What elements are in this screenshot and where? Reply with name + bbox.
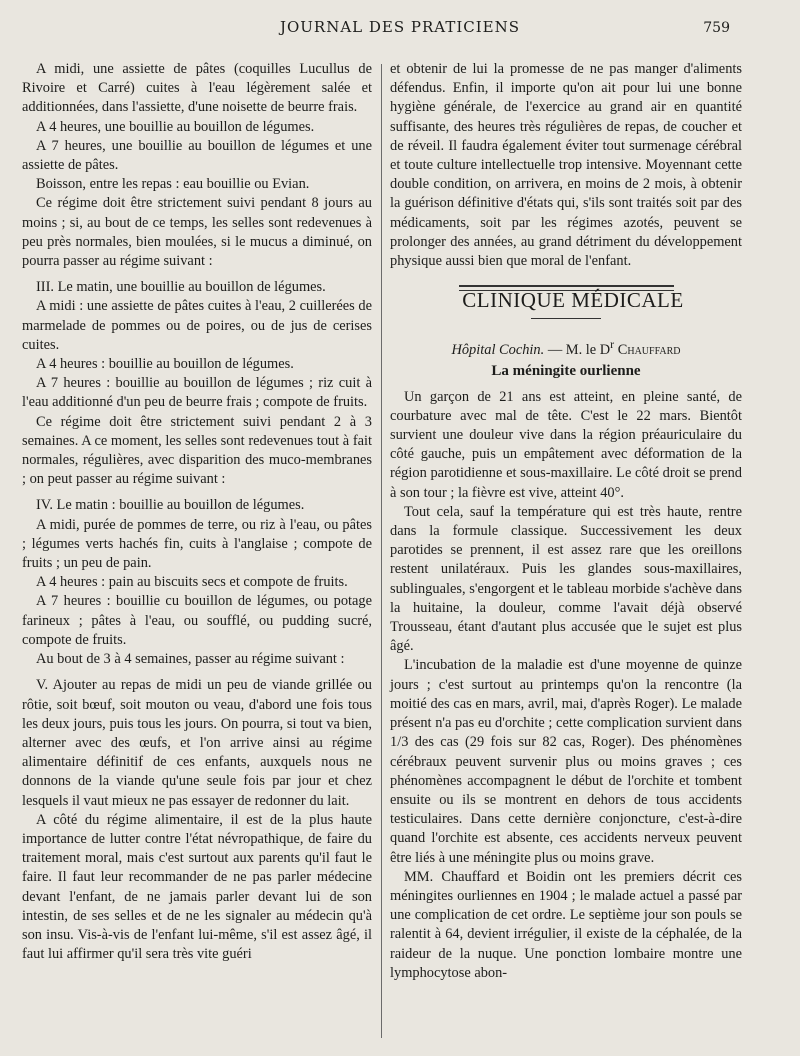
paragraph: L'incubation de la maladie est d'une moyenne de quinze jours ; c'est surtout au printemps qu'on la rencontre (la moitié des cas en mars, avril, mai, d'après Roger). Le malade présent n'a pas eu d'orchite ; cette complication survient dans 1/3 des cas (29 fois sur 82 cas, Roger). Des phénomènes cérébraux peuvent survenir plus ou moins graves ; ces phénomènes accompagnent le début de l'orchite et tombent ensuite ou ils se montrent en dehors de tous accidents testiculaires. Dans cette dernière conjoncture, c'est-à-dire quand l'orchite est absente, ces accidents nerveux peuvent être liés à une méningite plus ou moins grave. <box>390 657 742 866</box>
paragraph: A 7 heures, une bouillie au bouillon de légumes et une assiette de pâtes. <box>22 137 372 174</box>
paragraph: A midi : une assiette de pâtes cuites à l'eau, 2 cuillerées de marmelade de pommes ou de poires, ou de jus de cerises cuites. <box>22 298 372 353</box>
regimen-heading-v: V. Ajouter au repas de midi un peu de viande grillée ou rôtie, soit bœuf, soit mouton ou veau, d'abord une fois tous les deux jours, puis tous les jours. On pourra, si tout va bien, alterner avec des œufs, et l'on arrive ainsi au régime alimentaire définitif de ces enfants, auxquels nous ne donnons de la viande qu'une seule fois par jour et chez lesquels il vaut mieux ne pas essayer de redonner du lait. <box>22 677 372 809</box>
paragraph: A 4 heures : bouillie au bouillon de légumes. <box>36 356 294 373</box>
byline-name: Chauffard <box>614 342 681 359</box>
byline-place: Hôpital Cochin. <box>451 342 545 359</box>
column-divider <box>381 64 382 1038</box>
section-underrule <box>531 318 601 319</box>
paragraph: A midi, une assiette de pâtes (coquilles Lucullus de Rivoire et Carré) cuites à l'eau légèrement salée et additionnées, dans l'assiette, d'une noisette de beurre frais. <box>22 61 372 116</box>
byline-separator: — M. le D <box>544 342 611 359</box>
paragraph: A 4 heures : pain au biscuits secs et compote de fruits. <box>36 574 348 591</box>
byline-sup: r <box>610 337 615 352</box>
running-title: JOURNAL DES PRATICIENS <box>279 18 521 36</box>
paragraph: Ce régime doit être strictement suivi pendant 8 jours au moins ; si, au bout de ce temps, les selles sont redevenues à peu près normales, bien moulées, si le mucus a diminué, on pourra passer au régime suivant : <box>22 195 372 270</box>
article-byline <box>390 335 742 360</box>
regimen-heading-iv: IV. Le matin : bouillie au bouillon de légumes. <box>36 497 305 514</box>
article-title: La méningite ourlienne <box>491 363 641 380</box>
regimen-heading-iii: III. Le matin, une bouillie au bouillon de légumes. <box>36 279 326 296</box>
continuation-paragraph: et obtenir de lui la promesse de ne pas manger d'aliments défendus. Enfin, il importe qu'on ait pour lui une bonne hygiène générale, de l'exercice au grand air en quantité suffisante, des heures très régulières de repas, de coucher et de réveil. Il faudra également éviter tout surmenage cérébral et toute culture intellectuelle trop intensive. Moyennant cette double condition, on arrivera, en moins de 2 mois, à obtenir la guérison définitive d'états qui, s'ils sont traités soit par des médicaments, soit par les régimes azotés, peuvent se prolonger des années, au grand détriment du développement physique aussi bien que moral de l'enfant. <box>390 61 742 270</box>
right-column <box>390 60 742 1036</box>
paragraph: MM. Chauffard et Boidin ont les premiers décrit ces méningites ourliennes en 1904 ; le malade actuel a passé par une complication de cet ordre. Le septième jour son pouls se ralentit à 64, devient irrégulier, il existe de la céphalée, de la raideur de la nuque. Une ponction lombaire montre une lymphocytose abon- <box>390 868 742 981</box>
paragraph: Au bout de 3 à 4 semaines, passer au régime suivant : <box>36 651 345 668</box>
paragraph: A 7 heures : bouillie au bouillon de légumes ; riz cuit à l'eau additionné d'un peu de beurre frais ; compote de fruits. <box>22 375 372 411</box>
page-number: 759 <box>703 20 730 36</box>
paragraph: A 7 heures : bouillie cu bouillon de légumes, ou potage farineux ; pâtes à l'eau, ou soufflé, ou pudding sucré, compote de fruits. <box>22 593 372 648</box>
paragraph: Boisson, entre les repas : eau bouillie ou Evian. <box>36 176 310 193</box>
section-title: CLINIQUE MÉDICALE <box>462 288 684 313</box>
running-head <box>20 18 780 44</box>
paragraph: Ce régime doit être strictement suivi pendant 2 à 3 semaines. A ce moment, les selles sont redevenues tout à fait normales, régulières, avec disparition des muco-membranes ; on peut passer au régime suivant : <box>22 413 372 488</box>
paragraph: Tout cela, sauf la température qui est très haute, rentre dans la formule classique. Successivement les deux parotides se prennent, il est assez rare que les oreillons restent unilatéraux. Puis les glandes sous-maxillaires, sublinguales, s'engorgent et le tableau morbide s'achève dans la huitaine, la douleur, comme l'avait déjà observé Trousseau, étant d'autant plus accusée que le sujet est plus âgé. <box>390 503 742 655</box>
paragraph: A 4 heures, une bouillie au bouillon de légumes. <box>36 118 315 135</box>
left-column <box>22 60 372 1036</box>
paragraph: Un garçon de 21 ans est atteint, en pleine santé, de courbature avec mal de tête. C'est le 22 mars. Bientôt survient une douleur vive dans la région préauriculaire du côté gauche, puis un empâtement avec déformation de la région parotidienne et sous-maxillaire. Le côté droit se prend à son tour ; la fièvre est vive, atteint 40°. <box>390 388 742 501</box>
paragraph: A midi, purée de pommes de terre, ou riz à l'eau, ou pâtes ; légumes verts hachés fin, cuits à l'anglaise ; compote de fruits ; un peu de pain. <box>22 516 372 572</box>
paragraph: A côté du régime alimentaire, il est de la plus haute importance de lutter contre l'état névropathique, de faire du traitement moral, mais c'est surtout aux parents qu'il faut le faire. Il faut leur recommander de ne pas parler médecine devant l'enfant, de ne jamais parler devant lui de son intestin, de ses selles et de ne les signaler au médecin qu'à son insu. Vis-à-vis de l'enfant lui-même, s'il est assez âgé, il faut lui affirmer qu'il sera très vite guéri <box>22 811 372 963</box>
